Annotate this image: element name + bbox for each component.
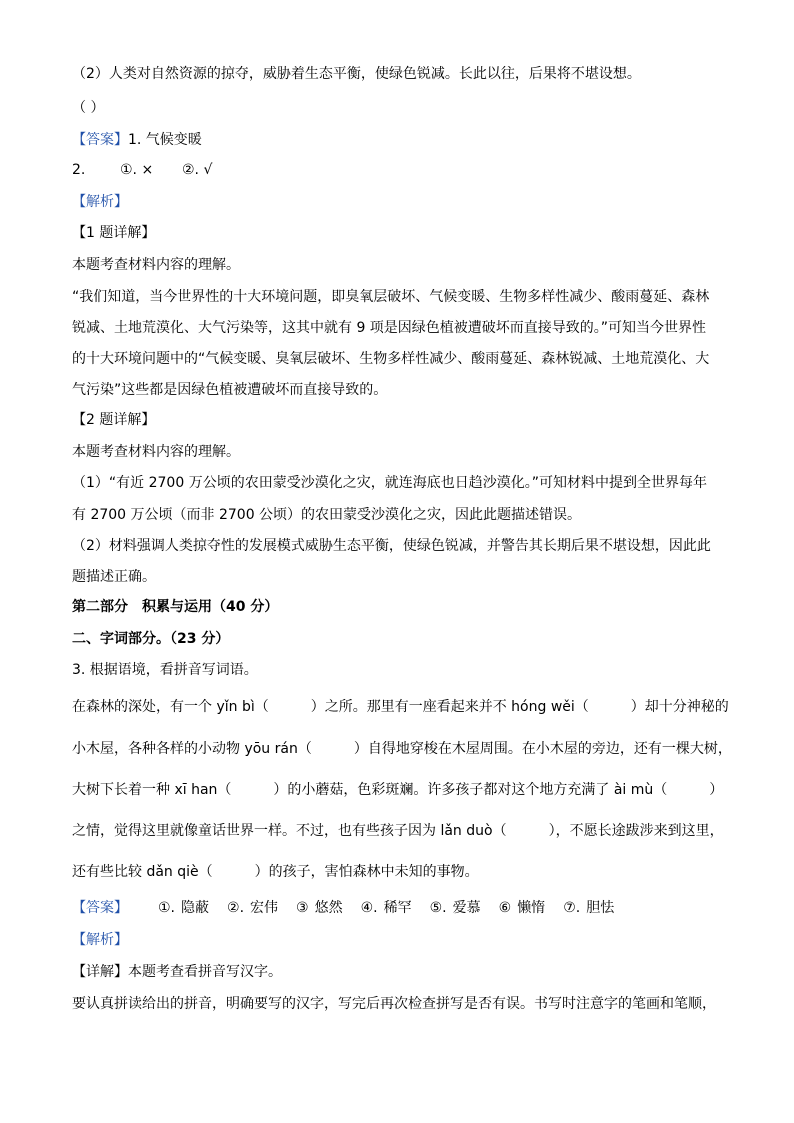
answer-3-line (72, 898, 632, 918)
q1-detail-label: 【1 题详解】 (72, 225, 156, 241)
q1-detail-intro: 本题考查材料内容的理解。 (72, 257, 240, 273)
answer-3-item: ⑥ 懒惰 (498, 900, 546, 916)
detail-3-line (72, 962, 282, 982)
q1-detail-line: 气污染”这些都是因绿色植被遭破坏而直接导致的。 (72, 382, 388, 398)
section-2-title: 第二部分 积累与运用（40 分） (72, 599, 279, 615)
q2-part2-statement: （2）人类对自然资源的掠夺，威胁着生态平衡，使绿色锐减。长此以往，后果将不堪设想。 (72, 66, 641, 82)
q2-detail-line: （1）“有近 2700 万公顷的农田蒙受沙漠化之灾，就连海底也日趋沙漠化。”可知材料中提到全世界每年 (72, 475, 707, 491)
analysis-label: 【解析】 (72, 194, 128, 210)
answer-3-item: ⑤. 爱慕 (429, 900, 481, 916)
answer-2-item-1: ①. × (120, 162, 154, 178)
q2-detail-line: 题描述正确。 (72, 569, 156, 585)
answer-3-item: ①. 隐蔽 (158, 900, 210, 916)
answer-label: 【答案】 (72, 132, 128, 148)
q3-stem: 3. 根据语境，看拼音写词语。 (72, 662, 258, 678)
analysis-3-label: 【解析】 (72, 932, 128, 948)
q1-detail-line: 的十大环境问题中的“气候变暖、臭氧层破坏、生物多样性减少、酸雨蔓延、森林锐减、土地荒漠化、大 (72, 351, 710, 367)
q1-detail-line: 锐减、土地荒漠化、大气污染等，这其中就有 9 项是因绿色植被遭破坏而直接导致的。”可知当今世界性 (72, 320, 707, 336)
q2-detail-intro: 本题考查材料内容的理解。 (72, 444, 240, 460)
q3-passage-line: 在森林的深处，有一个 yǐn bì（ ）之所。那里有一座看起来并不 hóng wěi（ ）却十分神秘的 (72, 699, 729, 715)
q2-detail-line: 有 2700 万公顷（而非 2700 公顷）的农田蒙受沙漠化之灾，因此此题描述错误。 (72, 507, 582, 523)
answer-2-num: 2. (72, 162, 86, 178)
detail-3-text: 本题考查看拼音写汉字。 (128, 964, 282, 980)
answer-3-item: ④. 稀罕 (360, 900, 412, 916)
detail-3-label: 【详解】 (72, 964, 128, 980)
answer-2-item-2: ②. √ (182, 162, 213, 178)
detail-3-line-2: 要认真拼读给出的拼音，明确要写的汉字，写完后再次检查拼写是否有误。书写时注意字的笔画和笔顺， (72, 996, 716, 1012)
answer-1-text: 1. 气候变暖 (128, 132, 202, 148)
answer-3-item: ⑦. 胆怯 (563, 900, 615, 916)
answer-2-line (72, 160, 212, 180)
q2-detail-label: 【2 题详解】 (72, 412, 156, 428)
answer-1-line (72, 130, 202, 150)
q3-passage-line: 小木屋，各种各样的小动物 yōu rán（ ）自得地穿梭在木屋周围。在小木屋的旁边，还有一棵大树， (72, 741, 732, 757)
q1-detail-line: “我们知道，当今世界性的十大环境问题，即臭氧层破坏、气候变暖、生物多样性减少、酸雨蔓延、森林 (72, 289, 710, 305)
answer-3-item: ③ 悠然 (296, 900, 343, 916)
subsection-title: 二、字词部分。（23 分） (72, 631, 230, 647)
q3-passage-line: 大树下长着一种 xī han（ ）的小蘑菇，色彩斑斓。许多孩子都对这个地方充满了 ài mù（ ） (72, 782, 724, 798)
answer-3-item: ②. 宏伟 (227, 900, 279, 916)
q2-detail-line: （2）材料强调人类掠夺性的发展模式威胁生态平衡，使绿色锐减，并警告其长期后果不堪设想，因此此 (72, 538, 711, 554)
answer-label: 【答案】 (72, 900, 128, 916)
q3-passage-line: 还有些比较 dǎn qiè（ ）的孩子，害怕森林中未知的事物。 (72, 864, 479, 880)
q3-passage-line: 之情，觉得这里就像童话世界一样。不过，也有些孩子因为 lǎn duò（ ），不愿长途跋涉来到这里， (72, 823, 724, 839)
q2-part2-blank: （ ） (72, 100, 105, 116)
